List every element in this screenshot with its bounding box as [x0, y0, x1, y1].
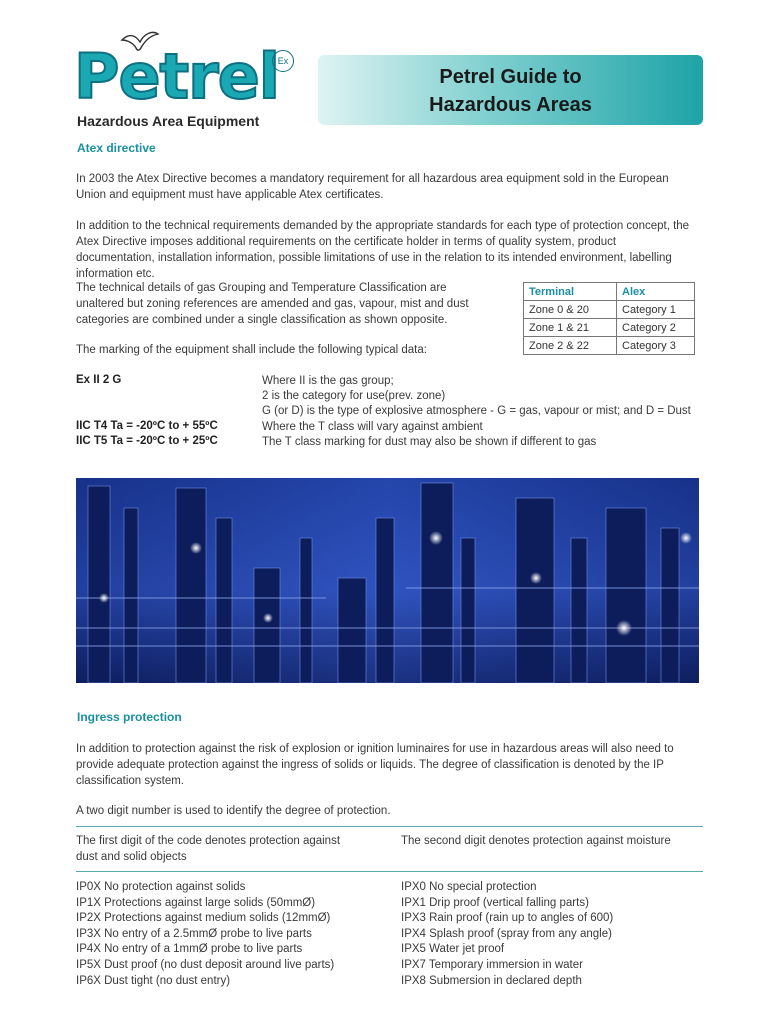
marking-desc-1c: G (or D) is the type of explosive atmosphere - G = gas, vapour or mist; and D = Dust: [262, 405, 691, 417]
list-item: IP3X No entry of a 2.5mmØ probe to live parts: [76, 927, 312, 940]
marking-desc-1b: 2 is the category for use(prev. zone): [262, 390, 446, 402]
table-cell: Category 3: [617, 337, 695, 355]
petrel-logo: [74, 28, 304, 118]
zone-category-table: [523, 282, 695, 355]
table-cell: Category 2: [617, 319, 695, 337]
list-item: IPX8 Submersion in declared depth: [401, 974, 582, 987]
list-item: IP0X No protection against solids: [76, 881, 246, 893]
atex-paragraph-1: In 2003 the Atex Directive becomes a mandatory requirement for all hazardous area equipment sold in the European Union and equipment must have applicable Atex certificates.: [76, 173, 669, 201]
table-row: [524, 301, 695, 319]
list-item: IPX7 Temporary immersion in water: [401, 958, 583, 971]
list-item: IP2X Protections against medium solids (12mmØ): [76, 912, 331, 925]
marking-desc-1a: Where II is the gas group;: [262, 375, 394, 387]
marking-desc-2: Where the T class will vary against ambient: [262, 421, 483, 433]
table-cell: Category 1: [617, 301, 695, 319]
refinery-illustration: [76, 478, 699, 683]
list-item: IPX1 Drip proof (vertical falling parts): [401, 896, 589, 909]
list-item: IPX3 Rain proof (rain up to angles of 600): [401, 912, 614, 925]
marking-key-ex: Ex II 2 G: [76, 374, 122, 386]
company-subtitle: Hazardous Area Equipment: [77, 113, 260, 129]
ex-mark-icon: Ex: [272, 50, 294, 72]
atex-paragraph-2: In addition to the technical requirements demanded by the appropriate standards for each type of protection concept, the Atex Directive imposes additional requirements on the certificate holder in terms of quality system, product documentation, installation information, possible limitations of use in the relation to its intended environment, labelling information etc.: [76, 220, 690, 280]
table-cell: Zone 1 & 21: [524, 319, 617, 337]
list-item: IPX4 Splash proof (spray from any angle): [401, 927, 612, 940]
list-item: IP4X No entry of a 1mmØ probe to live parts: [76, 943, 303, 956]
table-header-row: [524, 283, 695, 301]
table-header-alex: Alex: [617, 283, 695, 301]
table-row: [524, 337, 695, 355]
atex-paragraph-4: The marking of the equipment shall include the following typical data:: [76, 344, 427, 356]
table-cell: Zone 2 & 22: [524, 337, 617, 355]
marking-key-t4: IIC T4 Ta = -20ºC to + 55ºC: [76, 420, 218, 432]
divider-top: [76, 826, 703, 827]
list-item: IP6X Dust tight (no dust entry): [76, 974, 231, 987]
list-item: IP5X Dust proof (no dust deposit around live parts): [76, 958, 335, 971]
table-row: [524, 319, 695, 337]
ingress-heading: Ingress protection: [77, 710, 182, 724]
logo-wordmark: Petrel: [74, 40, 280, 113]
ingress-paragraph-1: In addition to protection against the risk of explosion or ignition luminaires for use in hazardous areas will also need to provide adequate protection against the ingress of solids or liquids. The degree of classification is denoted by the IP classification system.: [76, 743, 674, 787]
first-digit-list: [76, 880, 376, 989]
second-digit-heading: The second digit denotes protection against moisture: [401, 835, 671, 847]
ingress-paragraph-2: A two digit number is used to identify the degree of protection.: [76, 805, 391, 817]
marking-key-t5: IIC T5 Ta = -20ºC to + 25ºC: [76, 435, 218, 447]
table-cell: Zone 0 & 20: [524, 301, 617, 319]
atex-paragraph-3: The technical details of gas Grouping and Temperature Classification are unaltered but zoning references are amended and gas, vapour, mist and dust categories are combined under a single classification as shown opposite.: [76, 282, 469, 326]
divider-bottom: [76, 871, 703, 872]
list-item: IPX5 Water jet proof: [401, 943, 505, 956]
first-digit-heading: The first digit of the code denotes protection against dust and solid objects: [76, 835, 341, 863]
marking-desc-3: The T class marking for dust may also be shown if different to gas: [262, 436, 597, 448]
refinery-photo: [76, 478, 699, 683]
second-digit-list: [401, 880, 701, 989]
title-line-2: Hazardous Areas: [429, 94, 592, 116]
title-banner: [318, 55, 703, 125]
atex-heading: Atex directive: [77, 141, 156, 155]
title-line-1: Petrel Guide to: [439, 66, 582, 88]
list-item: IP1X Protections against large solids (50mmØ): [76, 896, 316, 909]
list-item: IPX0 No special protection: [401, 881, 537, 893]
table-header-terminal: Terminal: [524, 283, 617, 301]
